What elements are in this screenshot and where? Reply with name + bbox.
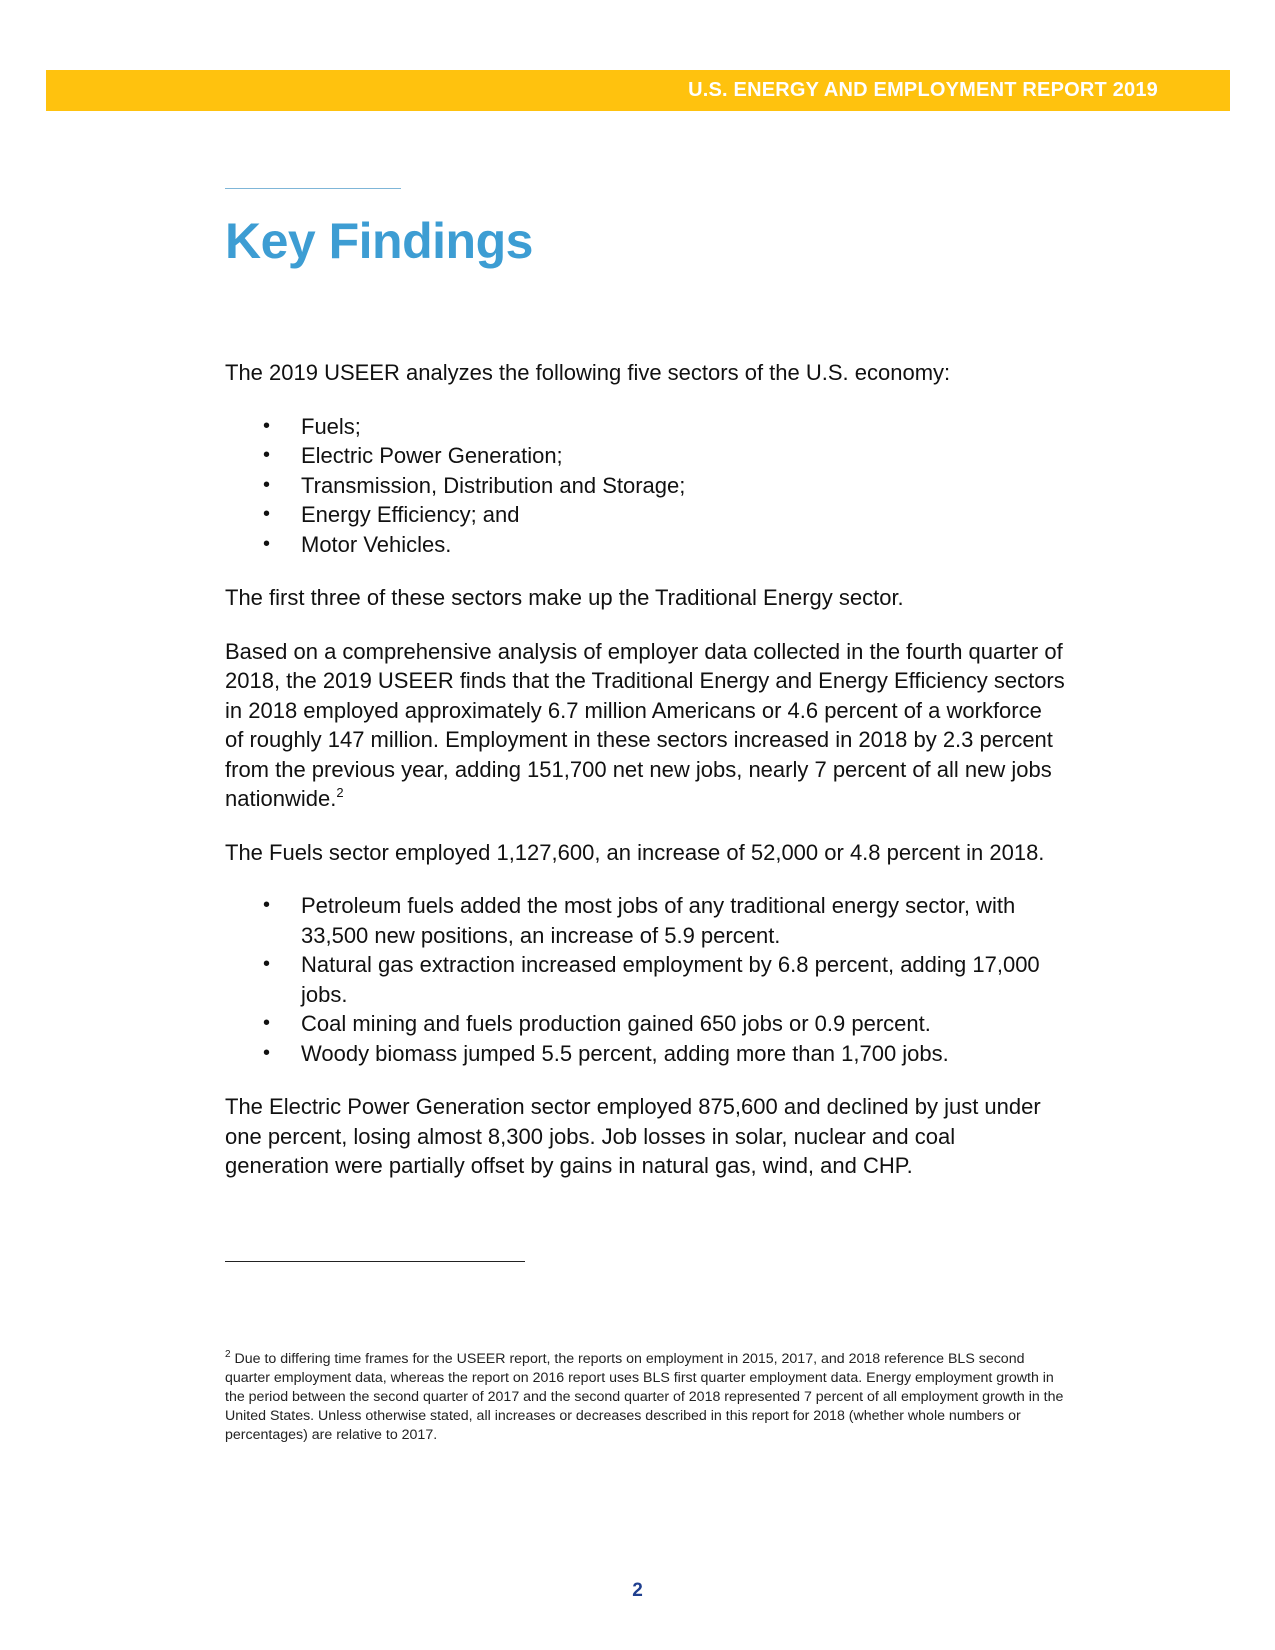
footnote-separator: [225, 1261, 525, 1262]
analysis-paragraph: [225, 637, 1065, 814]
bullet-icon: •: [263, 894, 271, 916]
fuels-paragraph: The Fuels sector employed 1,127,600, an increase of 52,000 or 4.8 percent in 2018.: [225, 839, 1045, 865]
bullet-icon: •: [263, 503, 271, 525]
bullet-icon: •: [263, 414, 271, 437]
sector-label: Transmission, Distribution and Storage;: [301, 472, 686, 498]
sector-label: Electric Power Generation;: [301, 443, 563, 468]
list-item: [225, 471, 1065, 501]
page-title: Key Findings: [225, 213, 533, 269]
bullet-icon: •: [263, 532, 271, 555]
bullet-icon: •: [263, 1041, 271, 1064]
footnote-text: Due to differing time frames for the USEER report, the reports on employment in 2015, 2017, and 2018 reference BLS second quarter employment data, whereas the report on 2016 report uses BLS first quarter employment data. Energy employment growth in the period between the second quarter of 2017 and the second quarter of 2018 represented 7 percent of all employment growth in the United States. Unless otherwise stated, all increases or decreases described in this report for 2018 (whether whole numbers or percentages) are relative to 2017.: [225, 1351, 1064, 1443]
fuels-bullet-text: Woody biomass jumped 5.5 percent, adding more than 1,700 jobs.: [301, 1040, 949, 1066]
sector-label: Fuels;: [301, 413, 361, 439]
header-banner: [46, 70, 1230, 111]
list-item: [225, 412, 1065, 442]
page-number: 2: [632, 1580, 643, 1601]
fuels-bullet-text: Coal mining and fuels production gained 650 jobs or 0.9 percent.: [301, 1011, 931, 1036]
footnote: [225, 1350, 1065, 1445]
footnote-ref[interactable]: 2: [336, 785, 344, 800]
list-item: [225, 530, 1065, 560]
sector-label: Motor Vehicles.: [301, 531, 452, 557]
list-item: [225, 500, 1065, 530]
bullet-icon: •: [263, 953, 271, 975]
main-content: [225, 358, 1065, 1205]
footnote-marker: 2: [225, 1349, 231, 1360]
list-item: [225, 891, 1065, 950]
sector-list: [225, 412, 1065, 560]
analysis-text: Based on a comprehensive analysis of employer data collected in the fourth quarter of 2018, the 2019 USEER finds that the Traditional Energy and Energy Efficiency sectors in 2018 employed approximately 6.7 million Americans or 4.6 percent of a workforce of roughly 147 million. Employment in these sectors increased in 2018 by 2.3 percent from the previous year, adding 151,700 net new jobs, nearly 7 percent of all new jobs nationwide.: [225, 638, 1065, 811]
list-item: [225, 1009, 1065, 1039]
report-title: U.S. ENERGY AND EMPLOYMENT REPORT 2019: [688, 79, 1158, 101]
fuels-bullet-text: Natural gas extraction increased employment by 6.8 percent, adding 17,000 jobs.: [301, 952, 1040, 1007]
fuels-bullet-text: Petroleum fuels added the most jobs of any traditional energy sector, with 33,500 new positions, an increase of 5.9 percent.: [301, 893, 1016, 948]
sector-label: Energy Efficiency; and: [301, 502, 520, 527]
intro-paragraph: The 2019 USEER analyzes the following five sectors of the U.S. economy:: [225, 360, 951, 385]
traditional-note: The first three of these sectors make up the Traditional Energy sector.: [225, 585, 904, 610]
bullet-icon: •: [263, 1012, 271, 1034]
electric-paragraph: The Electric Power Generation sector employed 875,600 and declined by just under one percent, losing almost 8,300 jobs. Job losses in solar, nuclear and coal generation were partially offset by gains in natural gas, wind, and CHP.: [225, 1094, 1041, 1178]
bullet-icon: •: [263, 473, 271, 496]
bullet-icon: •: [263, 444, 271, 466]
fuels-list: [225, 891, 1065, 1068]
list-item: [225, 950, 1065, 1009]
title-rule: [225, 188, 401, 189]
list-item: [225, 441, 1065, 471]
list-item: [225, 1039, 1065, 1069]
